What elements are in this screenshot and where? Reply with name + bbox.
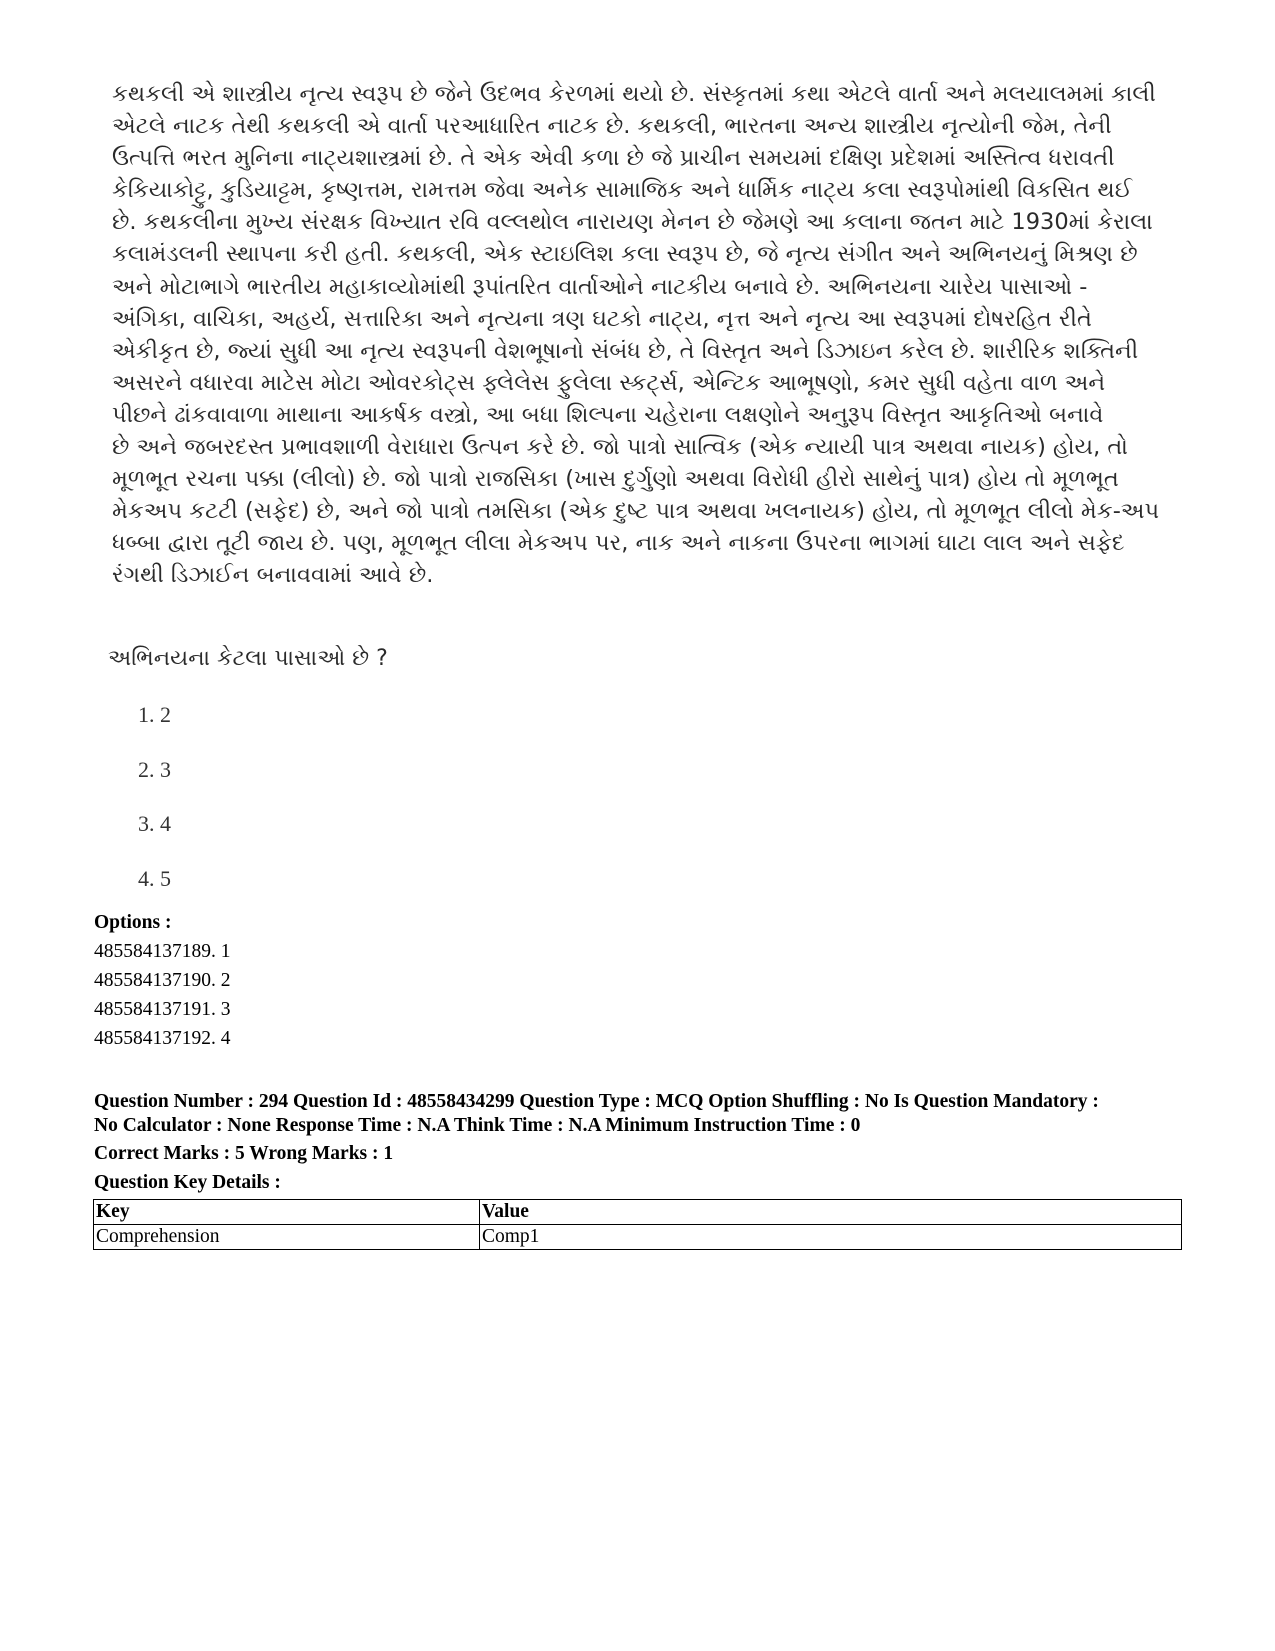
passage-line: રંગથી ડિઝાઈન બનાવવામાં આવે છે. [112, 562, 434, 589]
passage-line: કલામંડલની સ્થાપના કરી હતી. કથકલી, એક સ્ટાઇલિશ કલા સ્વરૂપ છે, જે નૃત્ય સંગીત અને અભિનયનું મિશ્રણ છે [112, 241, 1138, 268]
option-item: 485584137190. 2 [94, 970, 231, 991]
option-item: 485584137192. 4 [94, 1028, 231, 1049]
answer-choice: 4. 5 [138, 865, 171, 891]
answer-choice: 2. 3 [138, 756, 171, 782]
question-text: અભિનયના કેટલા પાસાઓ છે ? [108, 646, 388, 671]
table-cell-value: Comp1 [480, 1225, 1182, 1250]
passage-line: મૂળભૂત રચના પક્કા (લીલો) છે. જો પાત્રો રાજસિકા (ખાસ દુર્ગુણો અથવા વિરોધી હીરો સાથેનું પાત્ર) હોય તો મૂળભૂત [112, 466, 1119, 493]
option-item: 485584137191. 3 [94, 999, 231, 1020]
options-block [94, 908, 231, 1053]
comprehension-passage [112, 78, 1172, 592]
key-details-table [93, 1199, 1182, 1250]
column-header-value: Value [480, 1200, 1182, 1225]
question-meta-line: Question Number : 294 Question Id : 48558434299 Question Type : MCQ Option Shuffling : No Is Question Mandatory : [94, 1091, 1099, 1112]
table-header-row [94, 1200, 1182, 1225]
passage-line: ઉત્પત્તિ ભરત મુનિના નાટ્યશાસ્ત્રમાં છે. તે એક એવી કળા છે જે પ્રાચીન સમયમાં દક્ષિણ પ્રદેશમાં અસ્તિત્વ ધરાવતી [112, 145, 1115, 172]
passage-line: અને મોટાભાગે ભારતીય મહાકાવ્યોમાંથી રૂપાંતરિત વાર્તાઓને નાટકીય બનાવે છે. અભિનયના ચારેય પાસાઓ - [112, 273, 1088, 300]
marks-info: Correct Marks : 5 Wrong Marks : 1 [94, 1143, 394, 1164]
option-item: 485584137189. 1 [94, 941, 231, 962]
options-title: Options : [94, 912, 172, 933]
answer-choice: 1. 2 [138, 702, 171, 727]
passage-line: એટલે નાટક તેથી કથકલી એ વાર્તા પરઆધારિત નાટક છે. કથકલી, ભારતના અન્ય શાસ્ત્રીય નૃત્યોની જેમ, તેની [112, 113, 1112, 140]
passage-line: મેકઅપ કટટી (સફેદ) છે, અને જો પાત્રો તમસિકા (એક દુષ્ટ પાત્ર અથવા ખલનાયક) હોય, તો મૂળભૂત લીલો મેક-અપ [112, 498, 1160, 525]
key-details-label: Question Key Details : [94, 1172, 281, 1193]
passage-line: કેકિયાકોટ્ટુ, કુડિયાટ્ટમ, કૃષ્ણત્તમ, રામત્તમ જેવા અનેક સામાજિક અને ધાર્મિક નાટ્ય કલા સ્વરૂપોમાંથી વિકસિત થઈ [112, 177, 1133, 204]
passage-line: ધબ્બા દ્વારા તૂટી જાય છે. પણ, મૂળભૂત લીલા મેકઅપ પર, નાક અને નાકના ઉપરના ભાગમાં ઘાટા લાલ અને સફેદ [112, 530, 1125, 557]
passage-line: અસરને વધારવા માટેસ મોટા ઓવરકોટ્સ ફ્લેલેસ ફુલેલા સ્કર્ટ્સ, એન્ટિક આભૂષણો, કમર સુધી વહેતા વાળ અને [112, 369, 1106, 396]
column-header-key: Key [94, 1200, 480, 1225]
answer-choices [138, 702, 171, 920]
passage-line: કથકલી એ શાસ્ત્રીય નૃત્ય સ્વરૂપ છે જેને ઉદભવ કેરળમાં થયો છે. સંસ્કૃતમાં કથા એટલે વાર્તા અને મલયાલમમાં કાલી [112, 81, 1156, 107]
passage-line: અંગિકા, વાચિકા, અહર્ય, સત્તારિકા અને નૃત્યના ત્રણ ઘટકો નાટ્ય, નૃત્ત અને નૃત્ય આ સ્વરૂપમાં દોષરહિત રીતે [112, 305, 1092, 332]
passage-line: છે અને જબરદસ્ત પ્રભાવશાળી વેરાધારા ઉત્પન કરે છે. જો પાત્રો સાત્વિક (એક ન્યાયી પાત્ર અથવા નાયક) હોય, તો [112, 434, 1128, 461]
question-meta-line: No Calculator : None Response Time : N.A Think Time : N.A Minimum Instruction Time : 0 [94, 1115, 861, 1136]
passage-line: એકીકૃત છે, જ્યાં સુધી આ નૃત્ય સ્વરૂપની વેશભૂષાનો સંબંધ છે, તે વિસ્તૃત અને ડિઝાઇન કરેલ છે. શારીરિક શક્તિની [112, 337, 1139, 364]
table-cell-key: Comprehension [94, 1225, 480, 1250]
table-row [94, 1225, 1182, 1250]
answer-choice: 3. 4 [138, 811, 171, 836]
passage-line: છે. કથકલીના મુખ્ય સંરક્ષક વિખ્યાત રવિ વલ્લથોલ નારાયણ મેનન છે જેમણે આ કલાના જતન માટે 1930માં કેરાલા [112, 209, 1153, 236]
passage-line: પીછને ઢાંકવાવાળા માથાના આકર્ષક વસ્ત્રો, આ બધા શિલ્પના ચહેરાના લક્ષણોને અનુરૂપ વિસ્તૃત આકૃતિઓ બનાવે [112, 401, 1104, 428]
question-meta [94, 1090, 1204, 1138]
